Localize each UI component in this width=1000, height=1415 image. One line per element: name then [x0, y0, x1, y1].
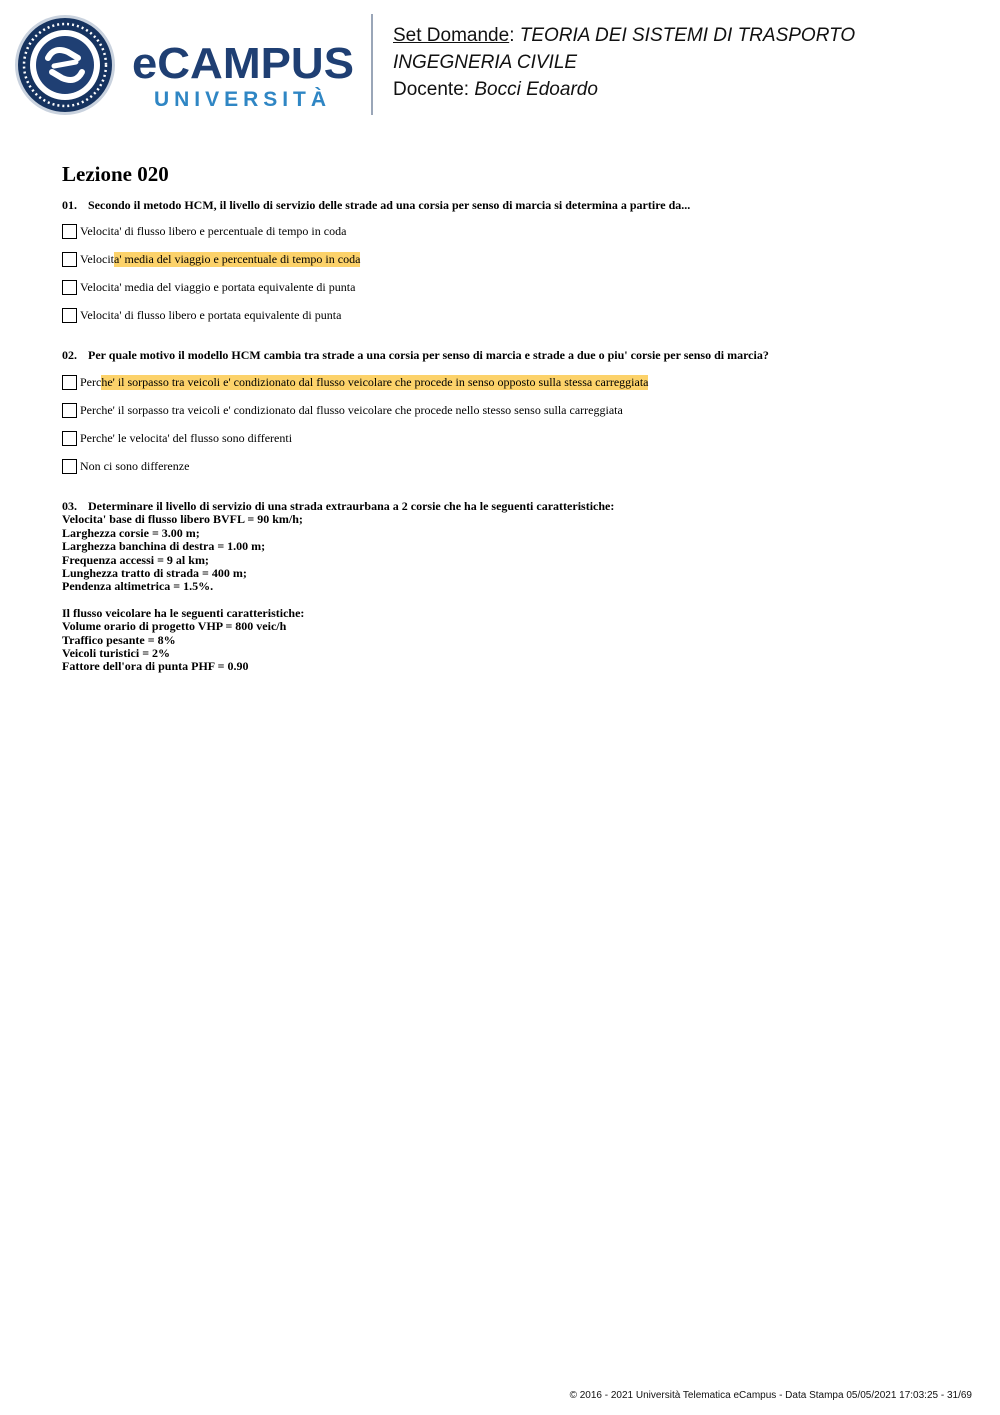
question-1-option-4[interactable]: Velocita' di flusso libero e portata equivalente di punta	[62, 307, 341, 324]
data-line: Velocita' base di flusso libero BVFL = 90 km/h;	[62, 512, 303, 527]
checkbox[interactable]	[62, 280, 77, 295]
question-2-title: 02. Per quale motivo il modello HCM cambia tra strade a una corsia per senso di marcia e strade a due o piu' corsie per senso di marcia?	[62, 348, 769, 362]
data-line: Volume orario di progetto VHP = 800 veic/h	[62, 619, 287, 634]
ecampus-wordmark-logo	[132, 40, 358, 110]
data-line: Larghezza corsie = 3.00 m;	[62, 525, 200, 540]
data-line: Lunghezza tratto di strada = 400 m;	[62, 566, 247, 581]
checkbox[interactable]	[62, 431, 77, 446]
lesson-title: Lezione 020	[62, 162, 169, 186]
data-line: Fattore dell'ora di punta PHF = 0.90	[62, 659, 249, 674]
header-info	[393, 22, 855, 103]
question-3	[62, 500, 614, 674]
question-1-option-2[interactable]: Velocit a' media del viaggio e percentuale di tempo in coda	[62, 251, 360, 268]
degree-name: INGEGNERIA CIVILE	[393, 52, 578, 73]
set-label: Set Domande	[393, 25, 510, 46]
data-line: Traffico pesante = 8%	[62, 632, 176, 647]
checkbox[interactable]	[62, 459, 77, 474]
checkbox[interactable]	[62, 403, 77, 418]
page-footer: © 2016 - 2021 Università Telematica eCampus - Data Stampa 05/05/2021 17:03:25 - 31/69	[569, 1390, 972, 1401]
checkbox[interactable]	[62, 224, 77, 239]
docente-name: Bocci Edoardo	[474, 79, 598, 100]
checkbox[interactable]	[62, 375, 77, 390]
question-1-title: 01. Secondo il metodo HCM, il livello di servizio delle strade ad una corsia per senso di marcia si determina a partire da...	[62, 198, 691, 212]
question-1-option-1[interactable]: Velocita' di flusso libero e percentuale di tempo in coda	[62, 223, 346, 240]
header-divider	[371, 14, 373, 115]
checkbox[interactable]	[62, 252, 77, 267]
data-line: Il flusso veicolare ha le seguenti caratteristiche:	[62, 605, 305, 620]
set-line: Set Domande: TEORIA DEI SISTEMI DI TRASPORTO	[393, 25, 856, 46]
ecampus-seal-logo	[14, 14, 116, 116]
answer-highlight: a' media del viaggio e percentuale di tempo in coda	[114, 252, 361, 266]
data-line: Pendenza altimetrica = 1.5%.	[62, 579, 214, 594]
course-title: TEORIA DEI SISTEMI DI TRASPORTO	[519, 25, 856, 46]
docente-label: Docente:	[393, 79, 475, 100]
svg-text:UNIVERSITÀ: UNIVERSITÀ	[154, 88, 326, 110]
question-2-option-2[interactable]: Perche' il sorpasso tra veicoli e' condizionato dal flusso veicolare che procede nello stesso senso sulla carreggiata	[62, 402, 623, 419]
data-line: Larghezza banchina di destra = 1.00 m;	[62, 539, 266, 554]
question-1-option-3[interactable]: Velocita' media del viaggio e portata equivalente di punta	[62, 279, 355, 296]
data-line: Frequenza accessi = 9 al km;	[62, 552, 209, 567]
docente-line	[393, 76, 855, 103]
question-2-option-1[interactable]: Perc he' il sorpasso tra veicoli e' condizionato dal flusso veicolare che procede in senso opposto sulla stessa carreggiata	[62, 374, 648, 391]
data-line: Veicoli turistici = 2%	[62, 646, 171, 661]
question-2-option-4[interactable]: Non ci sono differenze	[62, 458, 189, 475]
question-2-option-3[interactable]: Perche' le velocita' del flusso sono differenti	[62, 430, 292, 447]
question-3-title: 03. Determinare il livello di servizio di una strada extraurbana a 2 corsie che ha le seguenti caratteristiche:	[62, 499, 615, 513]
svg-text:eCAMPUS: eCAMPUS	[132, 40, 354, 88]
answer-highlight: he' il sorpasso tra veicoli e' condizionato dal flusso veicolare che procede in senso opposto sulla stessa carreggiata	[101, 375, 649, 389]
checkbox[interactable]	[62, 308, 77, 323]
